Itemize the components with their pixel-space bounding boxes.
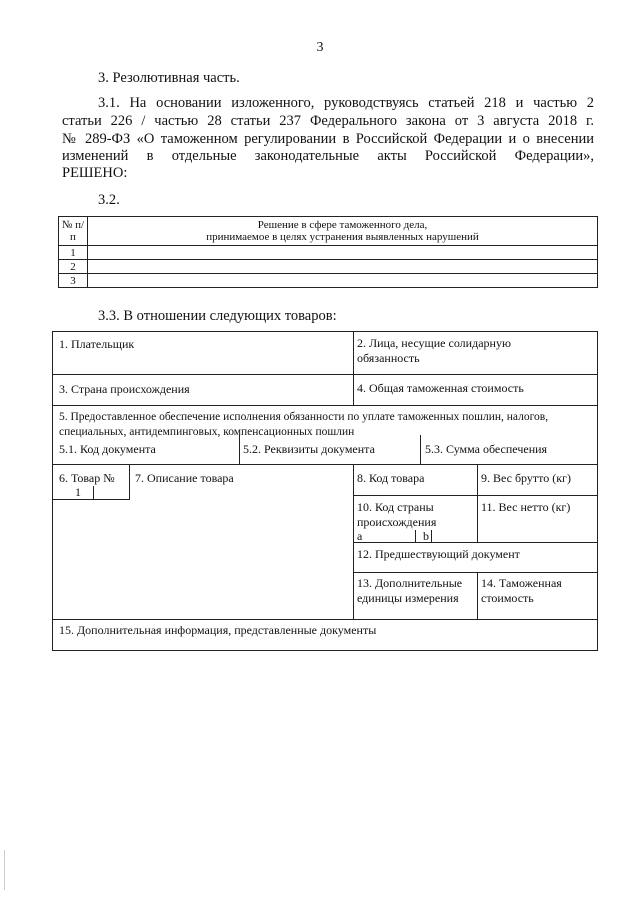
table-row bbox=[59, 274, 598, 288]
field-8-goods-code: 8. Код товара bbox=[357, 471, 425, 485]
decision-cell[interactable] bbox=[88, 274, 598, 288]
decision-cell[interactable] bbox=[88, 260, 598, 274]
table-row bbox=[59, 246, 598, 260]
field-11-net-weight: 11. Вес нетто (кг) bbox=[481, 500, 571, 514]
paragraph-3-1-line-3: № 289-ФЗ «О таможенном регулировании в Российской Федерации и о внесении bbox=[62, 131, 594, 147]
field-5-1-document-code: 5.1. Код документа bbox=[59, 442, 156, 456]
field-7-goods-description: 7. Описание товара bbox=[135, 471, 234, 485]
field-10-country-code: 10. Код страны происхождения bbox=[357, 500, 437, 529]
paragraph-3-1-line-2: статьи 226 / частью 28 статьи 237 Федерального закона от 3 августа 2018 г. bbox=[62, 113, 594, 129]
decision-header-line-1: Решение в сфере таможенного дела, bbox=[257, 219, 428, 231]
field-4-total-customs-value: 4. Общая таможенная стоимость bbox=[357, 381, 524, 395]
paragraph-3-2: 3.2. bbox=[98, 192, 120, 208]
table-row bbox=[59, 260, 598, 274]
field-13-additional-units: 13. Дополнительные единицы измерения bbox=[357, 576, 463, 605]
paragraph-3-3: 3.3. В отношении следующих товаров: bbox=[98, 308, 337, 324]
row-number: 3 bbox=[59, 274, 88, 288]
field-14-customs-value: 14. Таможенная стоимость bbox=[481, 576, 562, 605]
field-6-goods-number-value: 1 bbox=[75, 485, 81, 499]
decision-table-num-header: № п/п bbox=[59, 217, 88, 246]
resolved-label: РЕШЕНО: bbox=[62, 165, 128, 181]
goods-form bbox=[52, 331, 598, 651]
paragraph-3-1-line-1: 3.1. На основании изложенного, руководствуясь статьей 218 и частью 2 bbox=[98, 95, 594, 111]
field-5-3-security-amount: 5.3. Сумма обеспечения bbox=[425, 442, 548, 456]
field-10-a-label: a bbox=[357, 529, 363, 543]
decision-table bbox=[58, 216, 598, 288]
page-number: 3 bbox=[316, 40, 324, 55]
field-12-previous-document: 12. Предшествующий документ bbox=[357, 547, 520, 561]
field-9-gross-weight: 9. Вес брутто (кг) bbox=[481, 471, 571, 485]
field-2-joint-liability: 2. Лица, несущие солидарную обязанность bbox=[357, 336, 511, 365]
field-10-b-label: b bbox=[423, 529, 429, 543]
decision-cell[interactable] bbox=[88, 246, 598, 260]
decision-header-line-2: принимаемое в целях устранения выявленных нарушений bbox=[206, 231, 479, 243]
paragraph-3-1-line-4: изменений в отдельные законодательные акты Российской Федерации», bbox=[62, 148, 594, 164]
field-3-country-of-origin: 3. Страна происхождения bbox=[59, 382, 190, 396]
field-1-payer: 1. Плательщик bbox=[59, 337, 135, 351]
row-number: 1 bbox=[59, 246, 88, 260]
field-5-security: 5. Предоставленное обеспечение исполнения обязанности по уплате таможенных пошлин, налогов, специальных, антидемпинговых, компенсационных пошлин bbox=[59, 411, 549, 438]
field-5-2-document-details: 5.2. Реквизиты документа bbox=[243, 442, 375, 456]
decision-table-decision-header bbox=[88, 217, 598, 246]
field-15-additional-info: 15. Дополнительная информация, представленные документы bbox=[59, 623, 377, 637]
section-heading: 3. Резолютивная часть. bbox=[98, 70, 240, 86]
field-6-goods-number: 6. Товар № bbox=[59, 471, 115, 485]
row-number: 2 bbox=[59, 260, 88, 274]
